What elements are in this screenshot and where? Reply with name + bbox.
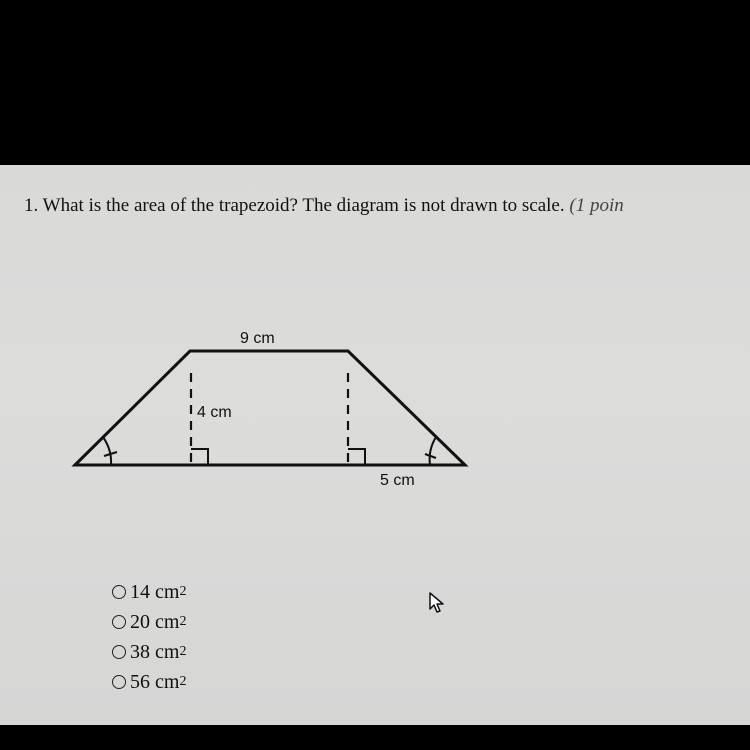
option-exponent: 2: [179, 584, 187, 599]
option-4[interactable]: [112, 667, 186, 697]
radio-button[interactable]: [112, 675, 126, 689]
question-number: 1.: [24, 195, 39, 216]
right-angle-marker-left: [191, 449, 208, 465]
angle-arc-right: [430, 437, 436, 465]
radio-button[interactable]: [112, 645, 126, 659]
option-label: 56 cm: [130, 670, 180, 693]
option-label: 38 cm: [130, 640, 180, 663]
monitor-screen: [0, 165, 750, 725]
trapezoid-shape: [75, 351, 465, 465]
option-exponent: 2: [179, 614, 187, 629]
right-angle-marker-right: [348, 449, 365, 465]
option-label: 14 cm: [130, 580, 180, 603]
arrow-pointer-icon: [428, 591, 448, 617]
option-label: 20 cm: [130, 610, 180, 633]
option-3[interactable]: [112, 637, 186, 667]
option-exponent: 2: [179, 674, 187, 689]
answer-options: [112, 577, 186, 697]
question-points: (1 poin: [569, 195, 624, 216]
segment-label: 5 cm: [380, 472, 415, 489]
option-2[interactable]: [112, 607, 186, 637]
angle-arc-left: [103, 437, 111, 465]
option-1[interactable]: [112, 577, 186, 607]
radio-button[interactable]: [112, 615, 126, 629]
top-base-label: 9 cm: [240, 330, 275, 347]
height-label: 4 cm: [197, 404, 232, 421]
option-exponent: 2: [179, 644, 187, 659]
question-text: What is the area of the trapezoid? The diagram is not drawn to scale.: [42, 195, 565, 216]
radio-button[interactable]: [112, 585, 126, 599]
